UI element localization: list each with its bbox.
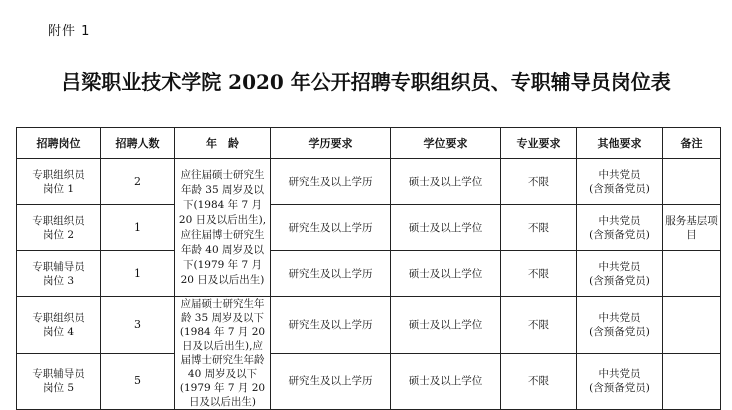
degree-cell: 硕士及以上学位 — [391, 297, 501, 354]
other-cell — [577, 251, 663, 297]
position-cell — [17, 297, 101, 354]
other-cell — [577, 205, 663, 251]
major-cell: 不限 — [501, 159, 577, 205]
major-cell: 不限 — [501, 297, 577, 354]
header-row — [17, 128, 721, 159]
table-row — [17, 297, 721, 354]
education-cell: 研究生及以上学历 — [271, 205, 391, 251]
other-party-note: (含预备党员) — [589, 182, 650, 195]
other-party: 中共党员 — [598, 311, 641, 324]
count-cell: 2 — [101, 159, 175, 205]
degree-cell: 硕士及以上学位 — [391, 353, 501, 410]
header-education: 学历要求 — [271, 128, 391, 159]
position-name: 专职组织员 — [32, 214, 85, 227]
other-party-note: (含预备党员) — [589, 325, 650, 338]
table-row — [17, 159, 721, 205]
note-cell — [663, 297, 721, 354]
age-requirement-b: 应届硕士研究生年龄 35 周岁及以下(1984 年 7 月 20 日及以后出生),应届博士研究生年龄 40 周岁及以下(1979 年 7 月 20 日及以后出生) — [175, 297, 271, 410]
position-number: 岗位 5 — [42, 382, 75, 395]
other-party: 中共党员 — [598, 260, 641, 273]
other-party: 中共党员 — [598, 214, 641, 227]
header-age: 年 龄 — [175, 128, 271, 159]
other-party-note: (含预备党员) — [589, 382, 650, 395]
count-cell: 5 — [101, 353, 175, 410]
education-cell: 研究生及以上学历 — [271, 297, 391, 354]
count-cell: 3 — [101, 297, 175, 354]
position-cell — [17, 205, 101, 251]
major-cell: 不限 — [501, 353, 577, 410]
degree-cell: 硕士及以上学位 — [391, 205, 501, 251]
note-cell — [663, 251, 721, 297]
table-row — [17, 251, 721, 297]
table-row — [17, 205, 721, 251]
position-name: 专职组织员 — [32, 168, 85, 181]
other-cell — [577, 297, 663, 354]
major-cell: 不限 — [501, 251, 577, 297]
position-name: 专职辅导员 — [32, 368, 85, 381]
annex-label: 附件 1 — [48, 24, 91, 39]
other-cell — [577, 159, 663, 205]
position-number: 岗位 1 — [42, 182, 75, 195]
position-name: 专职组织员 — [32, 311, 85, 324]
education-cell: 研究生及以上学历 — [271, 159, 391, 205]
note-cell — [663, 159, 721, 205]
count-cell: 1 — [101, 251, 175, 297]
other-party-note: (含预备党员) — [589, 228, 650, 241]
education-cell: 研究生及以上学历 — [271, 353, 391, 410]
education-cell: 研究生及以上学历 — [271, 251, 391, 297]
other-party-note: (含预备党员) — [589, 274, 650, 287]
table-row — [17, 353, 721, 410]
header-position: 招聘岗位 — [17, 128, 101, 159]
degree-cell: 硕士及以上学位 — [391, 159, 501, 205]
count-cell: 1 — [101, 205, 175, 251]
other-cell — [577, 353, 663, 410]
page-title: 吕梁职业技术学院 2020 年公开招聘专职组织员、专职辅导员岗位表 — [61, 70, 671, 94]
header-other: 其他要求 — [577, 128, 663, 159]
other-party: 中共党员 — [598, 368, 641, 381]
major-cell: 不限 — [501, 205, 577, 251]
position-name: 专职辅导员 — [32, 260, 85, 273]
position-cell — [17, 251, 101, 297]
note-cell: 服务基层项目 — [663, 205, 721, 251]
note-cell — [663, 353, 721, 410]
position-number: 岗位 3 — [42, 274, 75, 287]
degree-cell: 硕士及以上学位 — [391, 251, 501, 297]
header-note: 备注 — [663, 128, 721, 159]
position-cell — [17, 353, 101, 410]
header-count: 招聘人数 — [101, 128, 175, 159]
position-number: 岗位 4 — [42, 325, 75, 338]
position-cell — [17, 159, 101, 205]
header-degree: 学位要求 — [391, 128, 501, 159]
position-table — [16, 127, 721, 410]
header-major: 专业要求 — [501, 128, 577, 159]
position-number: 岗位 2 — [42, 228, 75, 241]
other-party: 中共党员 — [598, 168, 641, 181]
age-requirement-a: 应往届硕士研究生年龄 35 周岁及以下(1984 年 7 月 20 日及以后出生),应往届博士研究生年龄 40 周岁及以下(1979 年 7 月 20 日及以后出生) — [175, 159, 271, 297]
